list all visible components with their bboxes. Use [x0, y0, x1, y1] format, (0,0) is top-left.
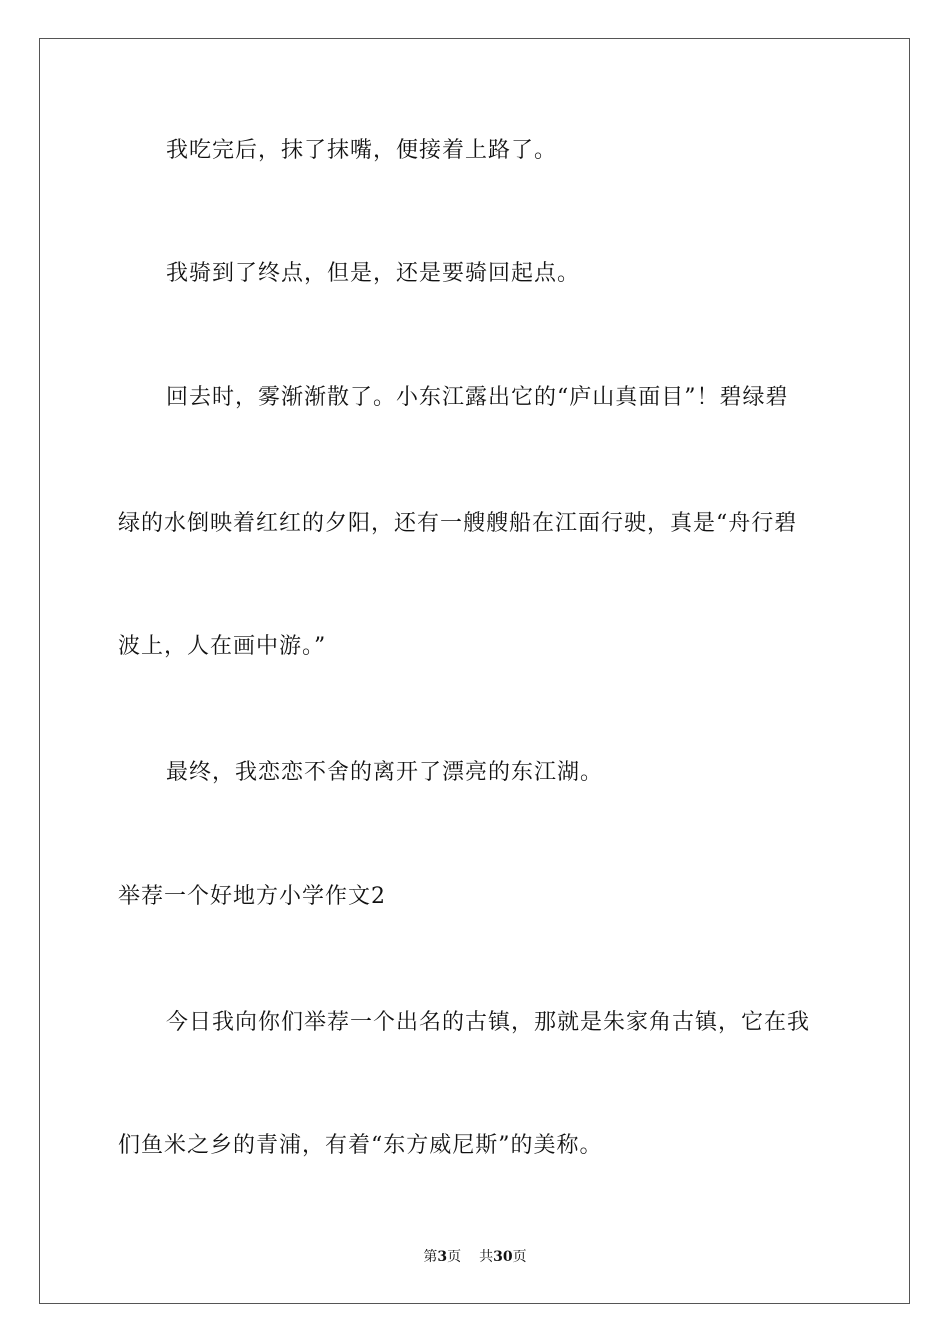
paragraph-1: 我吃完后，抹了抹嘴，便接着上路了。	[166, 138, 558, 163]
total-pages-number: 30	[493, 1249, 513, 1265]
paragraph-2: 我骑到了终点，但是，还是要骑回起点。	[166, 261, 581, 286]
paragraph-3-line-1: 回去时，雾渐渐散了。小东江露出它的“庐山真面目”！碧绿碧	[166, 385, 789, 410]
page-border	[39, 38, 910, 1304]
paragraph-3-line-3: 波上，人在画中游。”	[118, 634, 327, 659]
footer-total-prefix: 共	[479, 1249, 494, 1265]
paragraph-4: 最终，我恋恋不舍的离开了漂亮的东江湖。	[166, 760, 604, 785]
current-page-number: 3	[437, 1249, 448, 1265]
page-footer	[0, 1247, 950, 1267]
footer-total-suffix: 页	[512, 1249, 527, 1265]
footer-prefix: 第	[423, 1249, 438, 1265]
paragraph-5-line-1: 今日我向你们举荐一个出名的古镇，那就是朱家角古镇，它在我	[166, 1010, 811, 1035]
paragraph-3-line-2: 绿的水倒映着红红的夕阳，还有一艘艘船在江面行驶，真是“舟行碧	[118, 511, 798, 536]
footer-page-suffix: 页	[447, 1249, 462, 1265]
section-heading: 举荐一个好地方小学作文2	[118, 884, 386, 909]
paragraph-5-line-2: 们鱼米之乡的青浦，有着“东方威尼斯”的美称。	[118, 1133, 603, 1158]
